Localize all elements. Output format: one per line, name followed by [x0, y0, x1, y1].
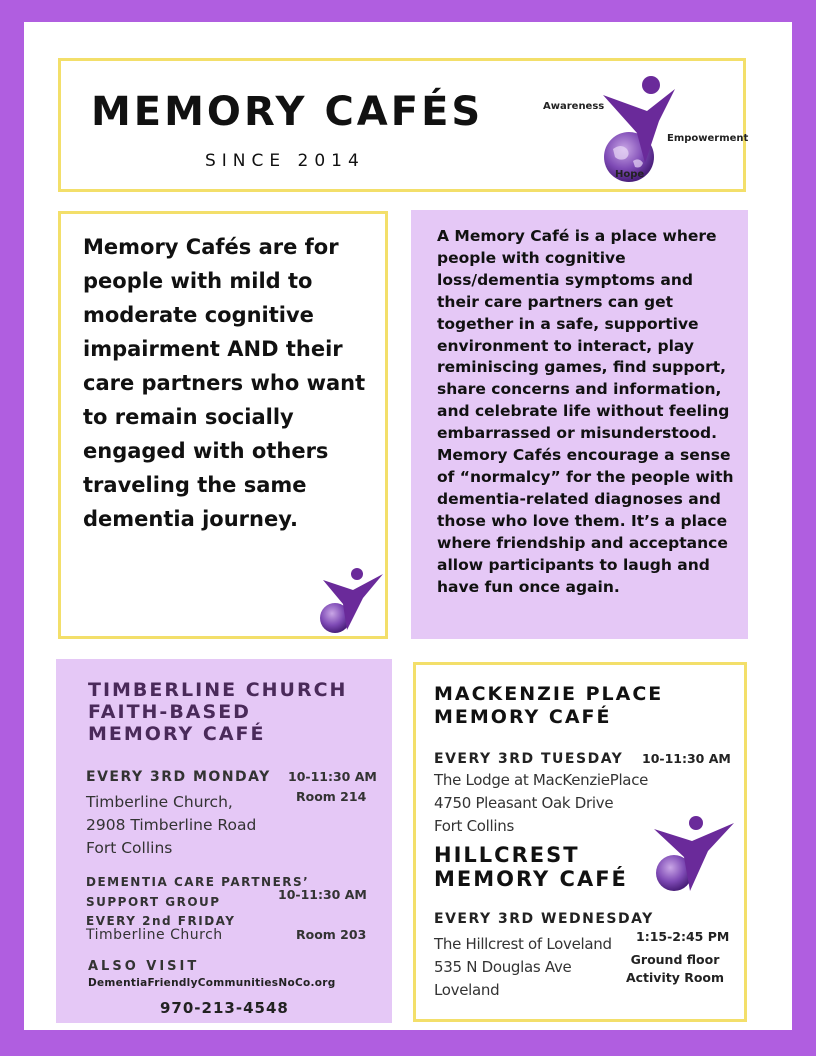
- intro-box: [58, 211, 388, 639]
- hillcrest-room: Ground floor Activity Room: [625, 952, 725, 985]
- mackenzie-address: The Lodge at MacKenziePlace 4750 Pleasant Oak Drive Fort Collins: [434, 771, 649, 835]
- also-visit-label: ALSO VISIT: [88, 959, 200, 974]
- website-link[interactable]: DementiaFriendlyCommunitiesNoCo.org: [88, 977, 336, 989]
- hillcrest-address: The Hillcrest of Loveland 535 N Douglas Ave Loveland: [434, 935, 612, 999]
- timberline-address: Timberline Church, 2908 Timberline Road Fort Collins: [86, 793, 257, 857]
- awareness-empowerment-hope-logo: [541, 75, 749, 185]
- support-group-title: DEMENTIA CARE PARTNERS’ SUPPORT GROUP EVERY 2nd FRIDAY: [86, 875, 310, 928]
- mackenzie-time: 10-11:30 AM: [642, 751, 731, 766]
- mackenzie-hillcrest-box: [413, 662, 747, 1022]
- logo-word-awareness: Awareness: [543, 101, 605, 112]
- hillcrest-time: 1:15-2:45 PM: [636, 929, 730, 944]
- support-group-time: 10-11:30 AM: [278, 887, 367, 902]
- support-group-location: Timberline Church: [86, 927, 223, 943]
- logo-word-empowerment: Empowerment: [667, 133, 749, 144]
- page-title: MEMORY CAFÉS: [91, 89, 484, 135]
- timberline-title: TIMBERLINE CHURCH FAITH-BASED MEMORY CAFÉ: [88, 679, 348, 745]
- figure-globe-icon: [313, 568, 387, 636]
- figure-globe-icon: [650, 815, 738, 897]
- since-subtitle: SINCE 2014: [205, 151, 365, 171]
- flyer-page: [24, 22, 792, 1030]
- header-box: [58, 58, 749, 192]
- logo-word-hope: Hope: [615, 169, 645, 180]
- description-box: [411, 210, 748, 639]
- timberline-schedule: EVERY 3RD MONDAY: [86, 769, 271, 785]
- timberline-time: 10-11:30 AM: [288, 769, 377, 784]
- intro-text: Memory Cafés are for people with mild to moderate cognitive impairment AND their care partners who want to remain socially engaged with others traveling the same dementia journey.: [83, 235, 366, 531]
- phone-number: 970-213-4548: [160, 999, 289, 1017]
- mackenzie-schedule: EVERY 3RD TUESDAY: [434, 751, 624, 767]
- hillcrest-title: HILLCREST MEMORY CAFÉ: [434, 843, 628, 891]
- mackenzie-title: MACKENZIE PLACE MEMORY CAFÉ: [434, 683, 664, 728]
- timberline-box: [56, 659, 392, 1023]
- hillcrest-schedule: EVERY 3RD WEDNESDAY: [434, 911, 654, 927]
- description-text: A Memory Café is a place where people with cognitive loss/dementia symptoms and their care partners can get together in a safe, supportive environment to interact, play reminiscing games, find support, share concerns and information, and celebrate life without feeling embarrassed or misunderstood. Memory Cafés encourage a sense of “normalcy” for the people with dementia-related diagnoses and those who love them. It’s a place where friendship and acceptance allow participants to laugh and have fun once again.: [437, 227, 734, 596]
- timberline-room: Room 214: [296, 789, 367, 804]
- support-group-room: Room 203: [296, 927, 367, 942]
